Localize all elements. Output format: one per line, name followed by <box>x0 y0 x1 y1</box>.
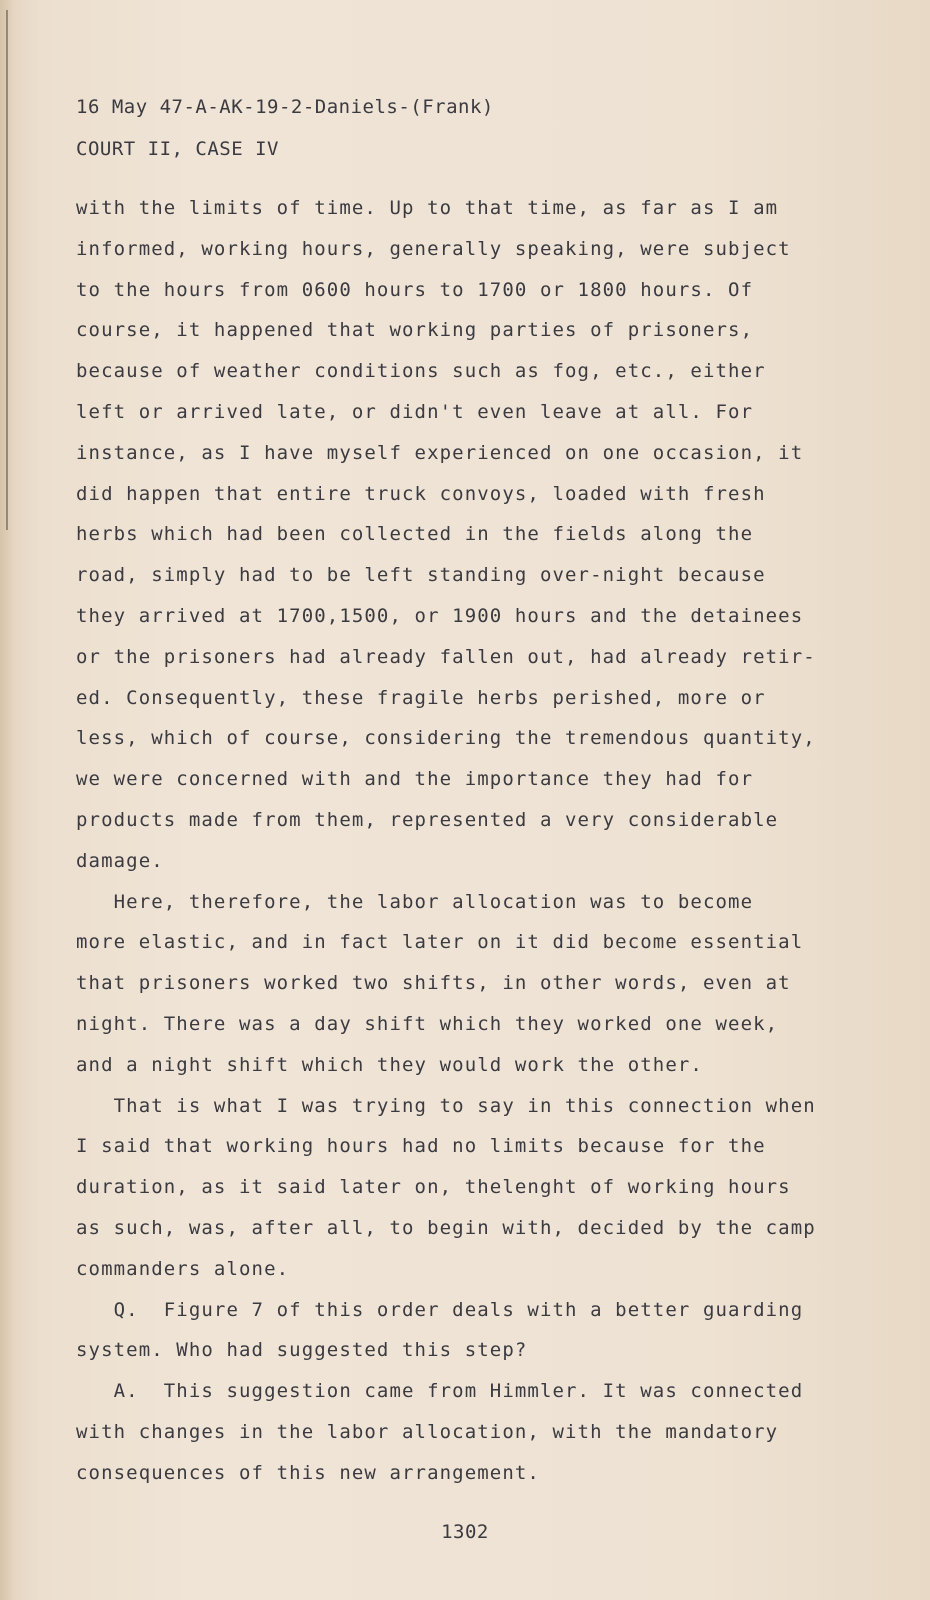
text-line: consequences of this new arrangement. <box>76 1461 540 1484</box>
text-line: they arrived at 1700,1500, or 1900 hours and the detainees <box>76 604 804 627</box>
text-line: did happen that entire truck convoys, loaded with fresh <box>76 482 766 505</box>
text-line: That is what I was trying to say in this connection when <box>76 1094 816 1117</box>
text-line: products made from them, represented a very considerable <box>76 808 779 831</box>
text-line: commanders alone. <box>76 1257 290 1280</box>
page-number: 1302 <box>441 1521 489 1543</box>
text-line: to the hours from 0600 hours to 1700 or 1800 hours. Of <box>76 278 754 301</box>
paper-edge-mark <box>6 10 8 530</box>
transcript-body <box>76 188 866 1494</box>
text-line: night. There was a day shift which they worked one week, <box>76 1012 779 1035</box>
text-line: system. Who had suggested this step? <box>76 1339 528 1362</box>
text-line: as such, was, after all, to begin with, decided by the camp <box>76 1216 816 1239</box>
header-line-2: COURT II, CASE IV <box>76 138 279 160</box>
text-line: herbs which had been collected in the fields along the <box>76 523 754 546</box>
text-line: instance, as I have myself experienced on one occasion, it <box>76 441 804 464</box>
text-line: left or arrived late, or didn't even leave at all. For <box>76 400 754 423</box>
text-line: ed. Consequently, these fragile herbs perished, more or <box>76 686 766 709</box>
text-line: A. This suggestion came from Himmler. It was connected <box>76 1380 804 1403</box>
text-line: because of weather conditions such as fog, etc., either <box>76 360 766 383</box>
text-line: duration, as it said later on, thelenght of working hours <box>76 1176 791 1199</box>
text-line: more elastic, and in fact later on it did become essential <box>76 931 804 954</box>
text-line: Q. Figure 7 of this order deals with a better guarding <box>76 1298 804 1321</box>
text-line: and a night shift which they would work the other. <box>76 1053 703 1076</box>
text-line: we were concerned with and the importance they had for <box>76 768 754 791</box>
text-line: road, simply had to be left standing over-night because <box>76 564 766 587</box>
text-line: that prisoners worked two shifts, in other words, even at <box>76 972 791 995</box>
text-line: course, it happened that working parties of prisoners, <box>76 319 754 342</box>
text-line: with the limits of time. Up to that time, as far as I am <box>76 197 779 219</box>
text-line: damage. <box>76 849 164 872</box>
text-line: I said that working hours had no limits because for the <box>76 1135 766 1158</box>
text-line: with changes in the labor allocation, with the mandatory <box>76 1420 779 1443</box>
text-line: less, which of course, considering the tremendous quantity, <box>76 727 816 750</box>
text-line: Here, therefore, the labor allocation was to become <box>76 890 754 913</box>
document-header <box>76 86 494 170</box>
header-line-1: 16 May 47-A-AK-19-2-Daniels-(Frank) <box>76 96 494 118</box>
text-line: informed, working hours, generally speaking, were subject <box>76 237 791 260</box>
text-line: or the prisoners had already fallen out, had already retir- <box>76 645 816 668</box>
